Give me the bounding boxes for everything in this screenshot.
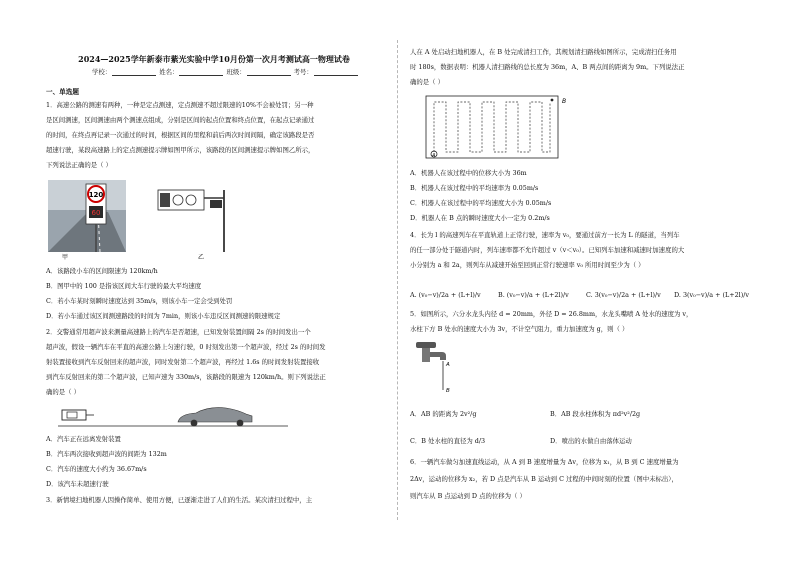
- q4-option-a[interactable]: A. (v₀−v)/2a + (L+l)/v: [410, 291, 481, 299]
- q1-option-c[interactable]: C．若小车某时刻瞬时速度达到 35m/s，则该小车一定会受到处罚: [46, 297, 233, 305]
- q1-line-3: 的时间，在终点再记录一次通过的时间，根据区间的里程和前后两次时间间隔，确定该路段是否: [46, 131, 315, 139]
- q2-line-1: 2．交警通常用超声波来测量高速路上的汽车是否超速，已知发射装置间隔 2s 的时间发出一个: [46, 328, 311, 336]
- q1-option-a[interactable]: A．该路段小车的区间限速为 120km/h: [46, 267, 158, 275]
- school-label: 学校：: [92, 68, 112, 76]
- q3-line-4: 确的是（ ）: [410, 78, 444, 86]
- figure-label-b: 乙: [198, 254, 205, 260]
- q5-figure: [412, 340, 472, 396]
- q4-option-b[interactable]: B. (v₀−v)/a + (L+2l)/v: [498, 291, 569, 299]
- q3-line-2: 人在 A 处启动扫地机器人，在 B 处完成清扫工作，其规划清扫路线如图所示，完成清扫任务用: [410, 48, 677, 56]
- q5-option-b[interactable]: B．AB 段水柱体积为 πd²v²/2g: [550, 410, 641, 418]
- section-heading: 一、单选题: [46, 88, 79, 96]
- q1-option-d[interactable]: D．若小车通过该区间测速路段的时间为 7min，则该小车违反区间测速的限速规定: [46, 312, 281, 320]
- q1-figure: [48, 180, 234, 260]
- cleaning-path: [434, 102, 550, 152]
- number-field[interactable]: [314, 69, 358, 76]
- q1-line-1: 1．高速公路的测速有两种，一种是定点测速，定点测速不超过限速的10%不会被处罚；另一种: [46, 101, 314, 109]
- student-info-line: [92, 67, 359, 76]
- q4-line-2: 的任一部分处于隧道内时，列车速率都不允许超过 v（v＜v₀）。已知列车加速和减速时加速度的大: [410, 246, 685, 254]
- point-a-label: A: [446, 362, 450, 368]
- class-label: 班级：: [226, 68, 246, 76]
- q2-line-4: 到汽车反射回来的第二个超声波，已知声速为 330m/s，该路段的限速为 120km/h。则下列说法正: [46, 373, 326, 381]
- q5-line-1: 5．如图所示，六分水龙头内径 d = 20mm，外径 D = 26.8mm，水龙头嘴喷 A 处水的速度为 v，: [410, 310, 693, 318]
- q1-line-2: 是区间测速，区间测速由两个测速点组成，分别是区间的起点位置和终点位置，在起点记录通过: [46, 116, 315, 124]
- q2-option-d[interactable]: D．该汽车未超速行驶: [46, 480, 109, 488]
- q6-line-1: 6．一辆汽车做匀加速直线运动，从 A 到 B 速度增量为 Δv，位移为 x₁，从 B 到 C 速度增量为: [410, 458, 679, 466]
- q3-option-a[interactable]: A．机器人在该过程中的位移大小为 36m: [410, 169, 527, 177]
- point-b-label: B: [562, 98, 567, 105]
- number-label: 考号：: [293, 68, 313, 76]
- q6-line-3: 则汽车从 B 点运动到 D 点的位移为（ ）: [410, 492, 526, 500]
- point-a-label: A: [432, 153, 436, 159]
- right-column: [410, 0, 760, 562]
- q5-option-c[interactable]: C．B 处水柱的直径为 d/3: [410, 437, 486, 445]
- q1-line-5: 下列说法正确的是（ ）: [46, 161, 112, 169]
- speed-sign-text: 120: [88, 191, 104, 199]
- q2-option-c[interactable]: C．汽车的速度大小约为 36.67m/s: [46, 465, 147, 473]
- figure-label-a: 甲: [62, 254, 69, 260]
- name-field[interactable]: [179, 69, 223, 76]
- q3-option-b[interactable]: B．机器人在该过程中的平均速率为 0.05m/s: [410, 184, 539, 192]
- q4-line-1: 4．长为 l 的高速列车在平直轨道上正常行驶，速率为 v₀，要通过前方一长为 L 的隧道，当列车: [410, 231, 680, 239]
- q5-line-2: 水柱下方 B 处水的速度大小为 3v，不计空气阻力，重力加速度为 g，则（ ）: [410, 325, 629, 333]
- q4-option-c[interactable]: C. 3(v₀−v)/2a + (L+l)/v: [586, 291, 661, 299]
- q3-figure: [422, 94, 582, 162]
- q2-option-b[interactable]: B．汽车两次接收到超声波的间距为 132m: [46, 450, 167, 458]
- school-field[interactable]: [112, 69, 156, 76]
- q5-option-a[interactable]: A．AB 的距离为 2v²/g: [410, 410, 477, 418]
- q5-option-d[interactable]: D．喷出的水做自由落体运动: [550, 437, 632, 445]
- q1-line-4: 超速行驶，某段高速路上的定点测速提示牌如图甲所示，该路段的区间测速提示牌如图乙所示，: [46, 146, 315, 154]
- q3-option-d[interactable]: D．机器人在 B 点的瞬时速度大小一定为 0.2m/s: [410, 214, 550, 222]
- q3-line-1: 3．新情境扫地机器人因操作简单、使用方便，已逐渐走进了人们的生活。某次清扫过程中，主: [46, 496, 313, 504]
- q2-line-2: 超声波，假设一辆汽车在平直的高速公路上匀速行驶，0 时刻发出第一个超声波，经过 2s 的时间发: [46, 343, 326, 351]
- column-divider: [397, 40, 398, 520]
- q4-option-d[interactable]: D. 3(v₀−v)/a + (L+2l)/v: [674, 291, 749, 299]
- q2-figure: [58, 402, 288, 428]
- q2-option-a[interactable]: A．汽车正在远离发射装置: [46, 435, 121, 443]
- q1-option-b[interactable]: B．图甲中的 100 是指该区间大车行驶的最大平均速度: [46, 282, 202, 290]
- q4-line-3: 小分别为 a 和 2a，则列车从减速开始至回到正常行驶速率 v₀ 所用时间至少为（ ）: [410, 261, 645, 269]
- q6-line-2: 2Δv，运动的位移为 x₂，若 D 点是汽车从 B 运动到 C 过程的中间时刻的位置（图中未标出），: [410, 475, 678, 483]
- class-field[interactable]: [247, 69, 291, 76]
- name-label: 姓名：: [159, 68, 179, 76]
- q2-line-5: 确的是（ ）: [46, 388, 80, 396]
- point-b-label: B: [446, 388, 450, 394]
- min-speed-text: 60: [91, 209, 101, 217]
- q2-line-3: 射装置接收到汽车反射回来的超声波，同时发射第二个超声波，再经过 1.6s 的时间发射装置接收: [46, 358, 320, 366]
- car-icon: [178, 408, 252, 427]
- left-column: [44, 0, 384, 562]
- faucet-icon: [416, 342, 446, 362]
- exam-title: 2024—2025学年新泰市紫光实验中学10月份第一次月考测试高一物理试卷: [78, 54, 350, 64]
- q3-line-3: 时 180s，数据表明：机器人清扫路线的总长度为 36m，A、B 两点间的距离为 9m。下列说法正: [410, 63, 685, 71]
- q3-option-c[interactable]: C．机器人在该过程中的平均速度大小为 0.05m/s: [410, 199, 552, 207]
